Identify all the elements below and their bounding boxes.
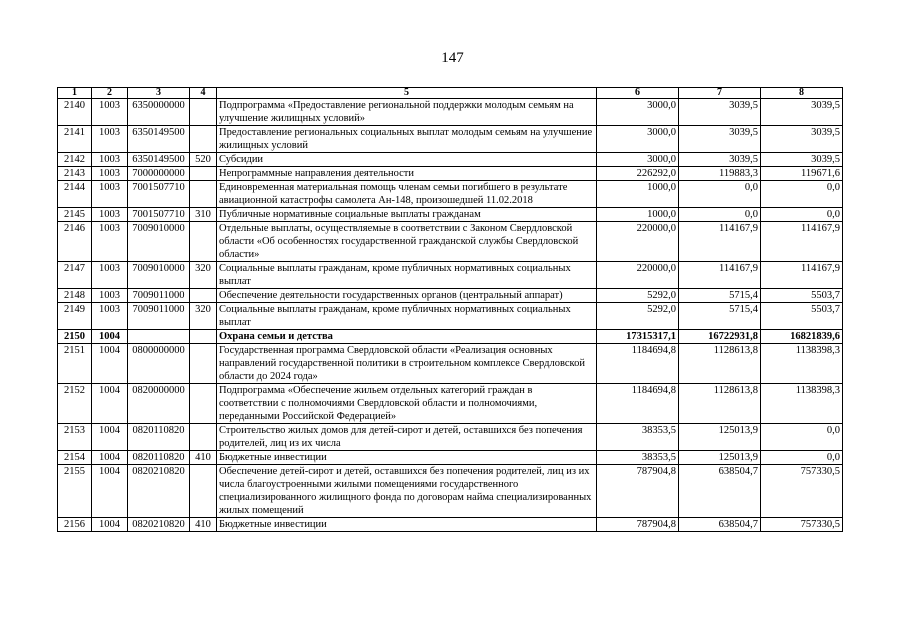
amount-col7-cell: 125013,9: [679, 451, 761, 465]
amount-col6-cell: 226292,0: [597, 167, 679, 181]
item-name-cell: Бюджетные инвестиции: [217, 451, 597, 465]
row-number-cell: 2142: [58, 153, 92, 167]
section-code-cell: 1003: [92, 181, 128, 208]
row-number-cell: 2150: [58, 330, 92, 344]
amount-col6-cell: 5292,0: [597, 303, 679, 330]
section-code-cell: 1003: [92, 222, 128, 262]
item-name-cell: Государственная программа Свердловской области «Реализация основных направлений государственной политики в строительном комплексе Свердловской области до 2024 года»: [217, 344, 597, 384]
item-name-cell: Обеспечение деятельности государственных органов (центральный аппарат): [217, 289, 597, 303]
row-number-cell: 2156: [58, 518, 92, 532]
table-row: [58, 262, 843, 289]
amount-col6-cell: 17315317,1: [597, 330, 679, 344]
target-code-cell: 6350149500: [128, 153, 190, 167]
table-row: [58, 167, 843, 181]
section-code-cell: 1003: [92, 167, 128, 181]
amount-col6-cell: 1000,0: [597, 208, 679, 222]
section-code-cell: 1003: [92, 99, 128, 126]
amount-col7-cell: 638504,7: [679, 518, 761, 532]
budget-table: [57, 87, 843, 532]
expense-type-cell: [190, 424, 217, 451]
amount-col6-cell: 220000,0: [597, 262, 679, 289]
row-number-cell: 2145: [58, 208, 92, 222]
row-number-cell: 2149: [58, 303, 92, 330]
amount-col7-cell: 0,0: [679, 208, 761, 222]
amount-col7-cell: 125013,9: [679, 424, 761, 451]
amount-col7-cell: 3039,5: [679, 99, 761, 126]
table-row: [58, 330, 843, 344]
table-row: [58, 451, 843, 465]
item-name-cell: Охрана семьи и детства: [217, 330, 597, 344]
item-name-cell: Субсидии: [217, 153, 597, 167]
table-row: [58, 153, 843, 167]
target-code-cell: [128, 330, 190, 344]
table-row: [58, 99, 843, 126]
column-header: 3: [128, 88, 190, 99]
target-code-cell: 7009010000: [128, 222, 190, 262]
column-header: 6: [597, 88, 679, 99]
target-code-cell: 6350149500: [128, 126, 190, 153]
target-code-cell: 0820110820: [128, 451, 190, 465]
amount-col8-cell: 757330,5: [761, 465, 843, 518]
item-name-cell: Единовременная материальная помощь членам семьи погибшего в результате авиационной катастрофы самолета Ан-148, произошедшей 11.02.2018: [217, 181, 597, 208]
amount-col6-cell: 38353,5: [597, 451, 679, 465]
row-number-cell: 2146: [58, 222, 92, 262]
row-number-cell: 2152: [58, 384, 92, 424]
expense-type-cell: 320: [190, 262, 217, 289]
section-code-cell: 1003: [92, 262, 128, 289]
expense-type-cell: 310: [190, 208, 217, 222]
amount-col6-cell: 787904,8: [597, 465, 679, 518]
section-code-cell: 1004: [92, 424, 128, 451]
amount-col8-cell: 0,0: [761, 208, 843, 222]
section-code-cell: 1003: [92, 289, 128, 303]
amount-col7-cell: 114167,9: [679, 222, 761, 262]
target-code-cell: 7000000000: [128, 167, 190, 181]
table-row: [58, 222, 843, 262]
target-code-cell: 7009010000: [128, 262, 190, 289]
column-header: 7: [679, 88, 761, 99]
amount-col7-cell: 3039,5: [679, 153, 761, 167]
amount-col6-cell: 3000,0: [597, 126, 679, 153]
target-code-cell: 6350000000: [128, 99, 190, 126]
expense-type-cell: [190, 126, 217, 153]
expense-type-cell: 410: [190, 518, 217, 532]
section-code-cell: 1003: [92, 126, 128, 153]
row-number-cell: 2147: [58, 262, 92, 289]
expense-type-cell: [190, 384, 217, 424]
amount-col8-cell: 3039,5: [761, 99, 843, 126]
amount-col8-cell: 114167,9: [761, 262, 843, 289]
expense-type-cell: 320: [190, 303, 217, 330]
expense-type-cell: 410: [190, 451, 217, 465]
table-row: [58, 289, 843, 303]
amount-col6-cell: 1184694,8: [597, 384, 679, 424]
amount-col7-cell: 638504,7: [679, 465, 761, 518]
item-name-cell: Бюджетные инвестиции: [217, 518, 597, 532]
table-row: [58, 303, 843, 330]
item-name-cell: Подпрограмма «Предоставление региональной поддержки молодым семьям на улучшение жилищных условий»: [217, 99, 597, 126]
amount-col8-cell: 0,0: [761, 451, 843, 465]
section-code-cell: 1004: [92, 451, 128, 465]
row-number-cell: 2153: [58, 424, 92, 451]
row-number-cell: 2141: [58, 126, 92, 153]
target-code-cell: 7009011000: [128, 289, 190, 303]
row-number-cell: 2144: [58, 181, 92, 208]
table-row: [58, 424, 843, 451]
expense-type-cell: [190, 167, 217, 181]
column-header: 2: [92, 88, 128, 99]
amount-col8-cell: 16821839,6: [761, 330, 843, 344]
column-header: 8: [761, 88, 843, 99]
expense-type-cell: [190, 344, 217, 384]
target-code-cell: 7001507710: [128, 181, 190, 208]
section-code-cell: 1004: [92, 330, 128, 344]
item-name-cell: Подпрограмма «Обеспечение жильем отдельных категорий граждан в соответствии с полномочиями Свердловской области и полномочиями, переданными Российской Федерацией»: [217, 384, 597, 424]
item-name-cell: Строительство жилых домов для детей-сирот и детей, оставшихся без попечения родителей, лиц из их числа: [217, 424, 597, 451]
target-code-cell: 0820000000: [128, 384, 190, 424]
column-header: 1: [58, 88, 92, 99]
amount-col8-cell: 3039,5: [761, 153, 843, 167]
row-number-cell: 2143: [58, 167, 92, 181]
target-code-cell: 0820210820: [128, 518, 190, 532]
table-row: [58, 126, 843, 153]
row-number-cell: 2148: [58, 289, 92, 303]
amount-col7-cell: 5715,4: [679, 303, 761, 330]
amount-col7-cell: 114167,9: [679, 262, 761, 289]
table-row: [58, 465, 843, 518]
item-name-cell: Публичные нормативные социальные выплаты гражданам: [217, 208, 597, 222]
amount-col8-cell: 757330,5: [761, 518, 843, 532]
item-name-cell: Непрограммные направления деятельности: [217, 167, 597, 181]
amount-col6-cell: 1000,0: [597, 181, 679, 208]
amount-col7-cell: 1128613,8: [679, 344, 761, 384]
amount-col8-cell: 114167,9: [761, 222, 843, 262]
row-number-cell: 2155: [58, 465, 92, 518]
amount-col6-cell: 220000,0: [597, 222, 679, 262]
amount-col8-cell: 0,0: [761, 424, 843, 451]
table-row: [58, 518, 843, 532]
table-row: [58, 344, 843, 384]
amount-col7-cell: 119883,3: [679, 167, 761, 181]
table-body: [58, 99, 843, 532]
amount-col6-cell: 3000,0: [597, 99, 679, 126]
target-code-cell: 0820110820: [128, 424, 190, 451]
item-name-cell: Социальные выплаты гражданам, кроме публичных нормативных социальных выплат: [217, 262, 597, 289]
expense-type-cell: 520: [190, 153, 217, 167]
expense-type-cell: [190, 222, 217, 262]
amount-col8-cell: 1138398,3: [761, 344, 843, 384]
amount-col6-cell: 787904,8: [597, 518, 679, 532]
expense-type-cell: [190, 99, 217, 126]
expense-type-cell: [190, 465, 217, 518]
amount-col8-cell: 5503,7: [761, 289, 843, 303]
section-code-cell: 1003: [92, 208, 128, 222]
amount-col6-cell: 1184694,8: [597, 344, 679, 384]
target-code-cell: 0800000000: [128, 344, 190, 384]
amount-col7-cell: 5715,4: [679, 289, 761, 303]
amount-col6-cell: 3000,0: [597, 153, 679, 167]
row-number-cell: 2140: [58, 99, 92, 126]
section-code-cell: 1004: [92, 465, 128, 518]
amount-col6-cell: 38353,5: [597, 424, 679, 451]
amount-col8-cell: 0,0: [761, 181, 843, 208]
row-number-cell: 2151: [58, 344, 92, 384]
table-row: [58, 384, 843, 424]
table-header-row: [58, 88, 843, 99]
expense-type-cell: [190, 181, 217, 208]
amount-col8-cell: 1138398,3: [761, 384, 843, 424]
target-code-cell: 0820210820: [128, 465, 190, 518]
section-code-cell: 1004: [92, 518, 128, 532]
section-code-cell: 1003: [92, 303, 128, 330]
table-row: [58, 208, 843, 222]
item-name-cell: Предоставление региональных социальных выплат молодым семьям на улучшение жилищных условий: [217, 126, 597, 153]
item-name-cell: Социальные выплаты гражданам, кроме публичных нормативных социальных выплат: [217, 303, 597, 330]
table-row: [58, 181, 843, 208]
item-name-cell: Отдельные выплаты, осуществляемые в соответствии с Законом Свердловской области «Об особенностях государственной гражданской службы Свердловской области»: [217, 222, 597, 262]
page-number: 147: [441, 50, 464, 66]
amount-col7-cell: 1128613,8: [679, 384, 761, 424]
section-code-cell: 1003: [92, 153, 128, 167]
expense-type-cell: [190, 330, 217, 344]
column-header: 4: [190, 88, 217, 99]
amount-col7-cell: 0,0: [679, 181, 761, 208]
amount-col6-cell: 5292,0: [597, 289, 679, 303]
section-code-cell: 1004: [92, 344, 128, 384]
column-header: 5: [217, 88, 597, 99]
amount-col8-cell: 119671,6: [761, 167, 843, 181]
amount-col7-cell: 3039,5: [679, 126, 761, 153]
amount-col7-cell: 16722931,8: [679, 330, 761, 344]
target-code-cell: 7001507710: [128, 208, 190, 222]
amount-col8-cell: 5503,7: [761, 303, 843, 330]
target-code-cell: 7009011000: [128, 303, 190, 330]
row-number-cell: 2154: [58, 451, 92, 465]
amount-col8-cell: 3039,5: [761, 126, 843, 153]
section-code-cell: 1004: [92, 384, 128, 424]
expense-type-cell: [190, 289, 217, 303]
item-name-cell: Обеспечение детей-сирот и детей, оставшихся без попечения родителей, лиц из их числа благоустроенными жилыми помещениями государственного специализированного жилищного фонда по договорам найма специализированных жилых помещений: [217, 465, 597, 518]
